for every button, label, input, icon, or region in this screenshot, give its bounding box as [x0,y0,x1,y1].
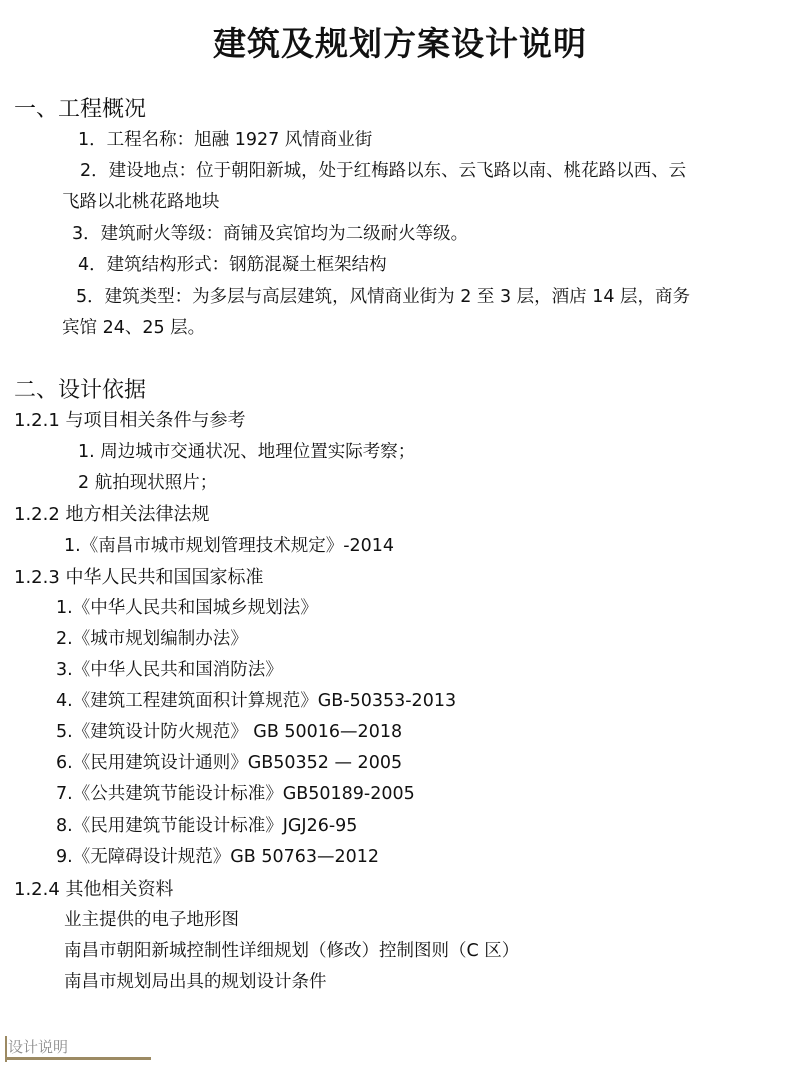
subsection-1-2-3: 1.2.3 中华人民共和国国家标准 [14,567,264,588]
list-item: 6.《民用建筑设计通则》GB50352 — 2005 [56,753,403,773]
list-item: 业主提供的电子地形图 [64,910,239,930]
list-item: 南昌市朝阳新城控制性详细规划（修改）控制图则（C 区） [64,941,520,961]
footer-label: 设计说明 [8,1038,69,1056]
list-item: 8.《民用建筑节能设计标准》JGJ26-95 [56,816,358,836]
list-item: 7.《公共建筑节能设计标准》GB50189-2005 [56,784,415,804]
list-item: 5.《建筑设计防火规范》 GB 50016—2018 [56,722,403,742]
list-item: 2.《城市规划编制办法》 [56,629,248,649]
overview-item-1: 1．工程名称：旭融 1927 风情商业街 [78,130,373,150]
subsection-1-2-2: 1.2.2 地方相关法律法规 [14,504,210,525]
list-item: 3.《中华人民共和国消防法》 [56,660,283,680]
page-title: 建筑及规划方案设计说明 [213,24,587,63]
overview-item-3: 3．建筑耐火等级：商铺及宾馆均为二级耐火等级。 [72,224,469,244]
overview-item-5-line-2: 宾馆 24、25 层。 [62,318,206,338]
overview-item-4: 4．建筑结构形式：钢筋混凝土框架结构 [78,255,387,275]
list-item: 1.《南昌市城市规划管理技术规定》-2014 [64,536,395,556]
list-item: 1. 周边城市交通状况、地理位置实际考察； [78,442,416,462]
subsection-1-2-4: 1.2.4 其他相关资料 [14,879,174,900]
section-heading-basis: 二、设计依据 [14,378,147,403]
overview-item-5-line-1: 5．建筑类型：为多层与高层建筑，风情商业街为 2 至 3 层，酒店 14 层，商务 [76,287,691,307]
list-item: 4.《建筑工程建筑面积计算规范》GB-50353-2013 [56,691,457,711]
list-item: 1.《中华人民共和国城乡规划法》 [56,598,318,618]
footer-accent-underline [5,1057,151,1060]
list-item: 2 航拍现状照片； [78,473,218,493]
subsection-1-2-1: 1.2.1 与项目相关条件与参考 [14,410,246,431]
list-item: 南昌市规划局出具的规划设计条件 [64,972,327,992]
list-item: 9.《无障碍设计规范》GB 50763—2012 [56,847,380,867]
overview-item-2-line-2: 飞路以北桃花路地块 [62,192,220,212]
overview-item-2-line-1: 2．建设地点：位于朝阳新城，处于红梅路以东、云飞路以南、桃花路以西、云 [80,161,687,181]
section-heading-overview: 一、工程概况 [14,97,147,122]
